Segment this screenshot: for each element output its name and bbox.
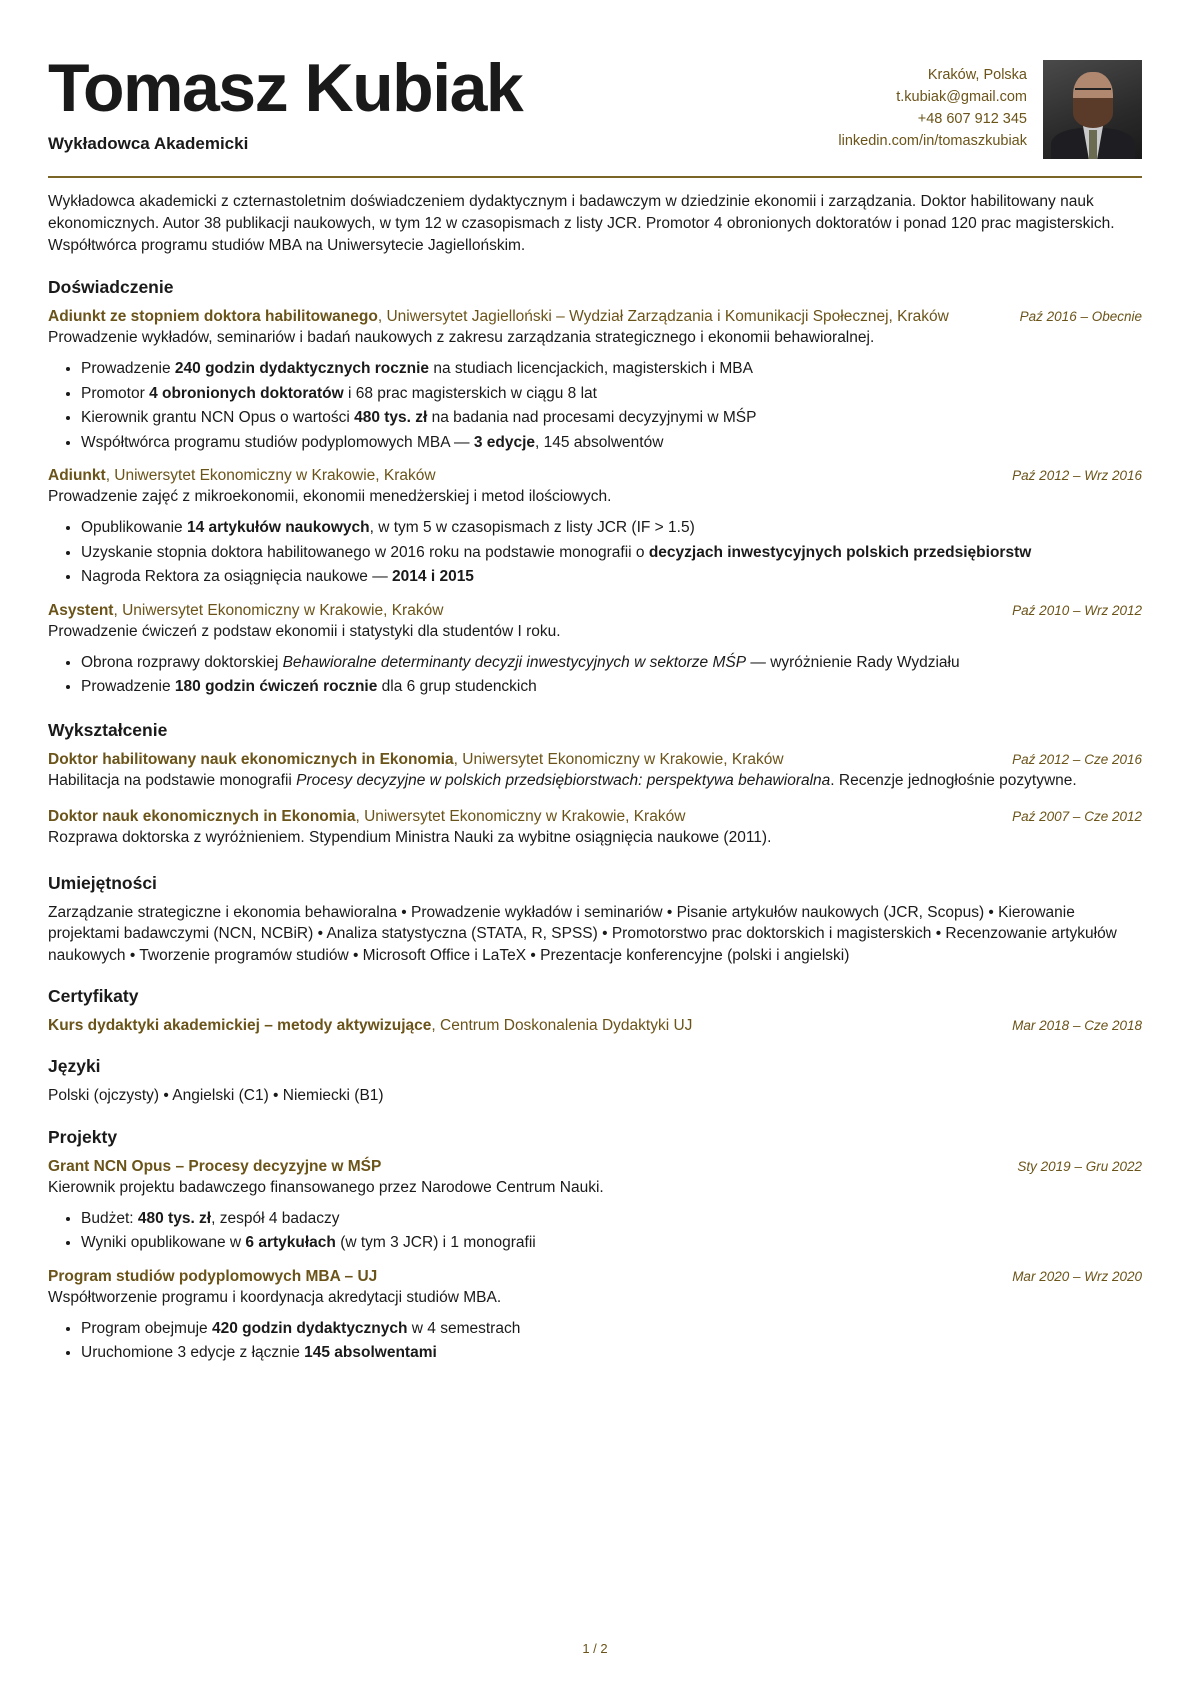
bullet-item: • Uzyskanie stopnia doktora habilitowanego w 2016 roku na podstawie monografii o decyzjach inwestycyjnych polskich przedsiębiorstw: [81, 541, 1142, 566]
entry-date: Sty 2019 – Gru 2022: [1017, 1158, 1142, 1174]
entry-org: , Uniwersytet Ekonomiczny w Krakowie, Kraków: [355, 807, 686, 825]
entry-role: Adiunkt: [48, 467, 106, 484]
entry-heading: [48, 465, 1142, 486]
bullet-item: • Promotor 4 obronionych doktoratów i 68 prac magisterskich w ciągu 8 lat: [81, 382, 1142, 407]
entry-date: Mar 2018 – Cze 2018: [1012, 1018, 1142, 1033]
section-heading-certificates: Certyfikaty: [48, 986, 139, 1006]
certificate-org: , Centrum Doskonalenia Dydaktyki UJ: [431, 1017, 693, 1034]
project-name: Grant NCN Opus – Procesy decyzyjne w MŚP: [48, 1157, 382, 1175]
section-heading-skills: Umiejętności: [48, 872, 157, 893]
bullet-item: • Prowadzenie 240 godzin dydaktycznych rocznie na studiach licencjackich, magisterskich i MBA: [81, 357, 1142, 382]
project-entry: [48, 1266, 1142, 1366]
entry-org: , Uniwersytet Ekonomiczny w Krakowie, Kraków: [453, 750, 784, 768]
entry-org: , Uniwersytet Jagielloński – Wydział Zarządzania i Komunikacji Społecznej, Kraków: [377, 308, 949, 325]
certificate-name: Kurs dydaktyki akademickiej – metody aktywizujące: [48, 1017, 432, 1034]
entry-role: Asystent: [48, 601, 114, 619]
candidate-name: Tomasz Kubiak: [48, 50, 523, 126]
entry-date: Paź 2012 – Cze 2016: [1012, 751, 1142, 767]
education-entry: [48, 806, 1142, 849]
entry-bullets: [48, 516, 1142, 590]
entry-date: Mar 2020 – Wrz 2020: [1012, 1268, 1142, 1284]
entry-bullets: [48, 651, 1142, 700]
entry-role: Adiunkt ze stopniem doktora habilitowanego: [48, 308, 378, 325]
entry-bullets: [48, 1207, 1142, 1256]
skills-list: Zarządzanie strategiczne i ekonomia behawioralna • Prowadzenie wykładów i seminariów • Pisanie artykułów naukowych (JCR, Scopus) • Kierowanie projektami badawczymi (NCN, NCBiR) • Analiza statystyczna (STATA, R, SPSS) • Promotorstwo prac doktorskich i magisterskich • Recenzowanie artykułów naukowych • Tworzenie programów studiów • Microsoft Office i LaTeX • Prezentacje konferencyjne (polski i angielski): [48, 903, 1117, 964]
contact-email-link[interactable]: t.kubiak@gmail.com: [896, 89, 1027, 105]
entry-heading: [48, 306, 1142, 327]
contact-phone: +48 607 912 345: [917, 111, 1027, 127]
entry-description: Współtworzenie programu i koordynacja akredytacji studiów MBA.: [48, 1288, 502, 1306]
candidate-title: Wykładowca Akademicki: [48, 134, 249, 153]
bullet-item: • Nagroda Rektora za osiągnięcia naukowe — 2014 i 2015: [81, 565, 1142, 590]
section-heading-languages: Języki: [48, 1056, 101, 1076]
contact-location: Kraków, Polska: [927, 67, 1027, 83]
entry-description: Prowadzenie ćwiczeń z podstaw ekonomii i statystyki dla studentów I roku.: [48, 622, 561, 640]
education-entry: [48, 749, 1142, 792]
project-name: Program studiów podyplomowych MBA – UJ: [48, 1267, 378, 1285]
entry-date: Paź 2016 – Obecnie: [1019, 309, 1142, 324]
experience-entry: [48, 600, 1142, 700]
entry-date: Paź 2012 – Wrz 2016: [1012, 468, 1142, 483]
bullet-item: • Budżet: 480 tys. zł, zespół 4 badaczy: [81, 1207, 1142, 1232]
experience-entry: [48, 465, 1142, 590]
entry-heading: [48, 806, 1142, 827]
entry-org: , Uniwersytet Ekonomiczny w Krakowie, Kraków: [113, 601, 444, 619]
bullet-item: • Opublikowanie 14 artykułów naukowych, w tym 5 w czasopismach z listy JCR (IF > 1.5): [81, 516, 1142, 541]
section-heading-projects: Projekty: [48, 1126, 118, 1147]
bullet-item: • Kierownik grantu NCN Opus o wartości 480 tys. zł na badania nad procesami decyzyjnymi w MŚP: [81, 406, 1142, 431]
contact-linkedin-link[interactable]: linkedin.com/in/tomaszkubiak: [838, 133, 1027, 149]
entry-description: Prowadzenie wykładów, seminariów i badań naukowych z zakresu zarządzania strategicznego i ekonomii behawioralnej.: [48, 329, 875, 346]
entry-org: , Uniwersytet Ekonomiczny w Krakowie, Kraków: [105, 467, 436, 484]
section-heading-education: Wykształcenie: [48, 719, 168, 740]
section-heading-experience: Doświadczenie: [48, 277, 174, 297]
resume-page: [48, 44, 1142, 1376]
project-entry: [48, 1156, 1142, 1256]
certificate-entry: [48, 1015, 1142, 1036]
entry-heading: [48, 600, 1142, 621]
contact-block: [838, 64, 1027, 152]
entry-heading: [48, 1156, 1142, 1177]
bullet-item: • Obrona rozprawy doktorskiej Behawioralne determinanty decyzji inwestycyjnych w sektorze MŚP — wyróżnienie Rady Wydziału: [81, 651, 1142, 676]
entry-date: Paź 2007 – Cze 2012: [1012, 808, 1142, 824]
languages-list: Polski (ojczysty) • Angielski (C1) • Niemiecki (B1): [48, 1087, 384, 1104]
bullet-item: • Współtwórca programu studiów podyplomowych MBA — 3 edycje, 145 absolwentów: [81, 431, 1142, 456]
entry-degree: Doktor habilitowany nauk ekonomicznych in Ekonomia: [48, 750, 454, 768]
entry-description: Habilitacja na podstawie monografii Procesy decyzyjne w polskich przedsiębiorstwach: perspektywa behawioralna. Recenzje jednogłośnie pozytywne.: [48, 771, 1077, 789]
entry-bullets: [48, 1317, 1142, 1366]
bullet-item: • Prowadzenie 180 godzin ćwiczeń rocznie dla 6 grup studenckich: [81, 675, 1142, 700]
bullet-item: • Wyniki opublikowane w 6 artykułach (w tym 3 JCR) i 1 monografii: [81, 1231, 1142, 1256]
entry-description: Prowadzenie zajęć z mikroekonomii, ekonomii menedżerskiej i metod ilościowych.: [48, 488, 612, 505]
profile-photo: [1043, 60, 1142, 159]
summary-paragraph: Wykładowca akademicki z czternastoletnim doświadczeniem dydaktycznym i badawczym w dziedzinie ekonomii i zarządzania. Doktor habilitowany nauk ekonomicznych. Autor 38 publikacji naukowych, w tym 12 w czasopismach z listy JCR. Promotor 4 obronionych doktoratów i ponad 120 prac magisterskich. Współtwórca programu studiów MBA na Uniwersytecie Jagiellońskim.: [48, 193, 1115, 254]
entry-degree: Doktor nauk ekonomicznych in Ekonomia: [48, 807, 356, 825]
experience-entry: [48, 306, 1142, 455]
page-number: 1 / 2: [582, 1641, 608, 1656]
entry-heading: [48, 749, 1142, 770]
entry-description: Kierownik projektu badawczego finansowanego przez Narodowe Centrum Nauki.: [48, 1178, 604, 1196]
entry-date: Paź 2010 – Wrz 2012: [1012, 602, 1142, 618]
entry-heading: [48, 1015, 1142, 1036]
entry-description: Rozprawa doktorska z wyróżnieniem. Stypendium Ministra Nauki za wybitne osiągnięcia naukowe (2011).: [48, 828, 772, 846]
entry-heading: [48, 1266, 1142, 1287]
entry-bullets: [48, 357, 1142, 455]
resume-header: [48, 50, 1142, 178]
bullet-item: • Uruchomione 3 edycje z łącznie 145 absolwentami: [81, 1341, 1142, 1366]
bullet-item: • Program obejmuje 420 godzin dydaktycznych w 4 semestrach: [81, 1317, 1142, 1342]
